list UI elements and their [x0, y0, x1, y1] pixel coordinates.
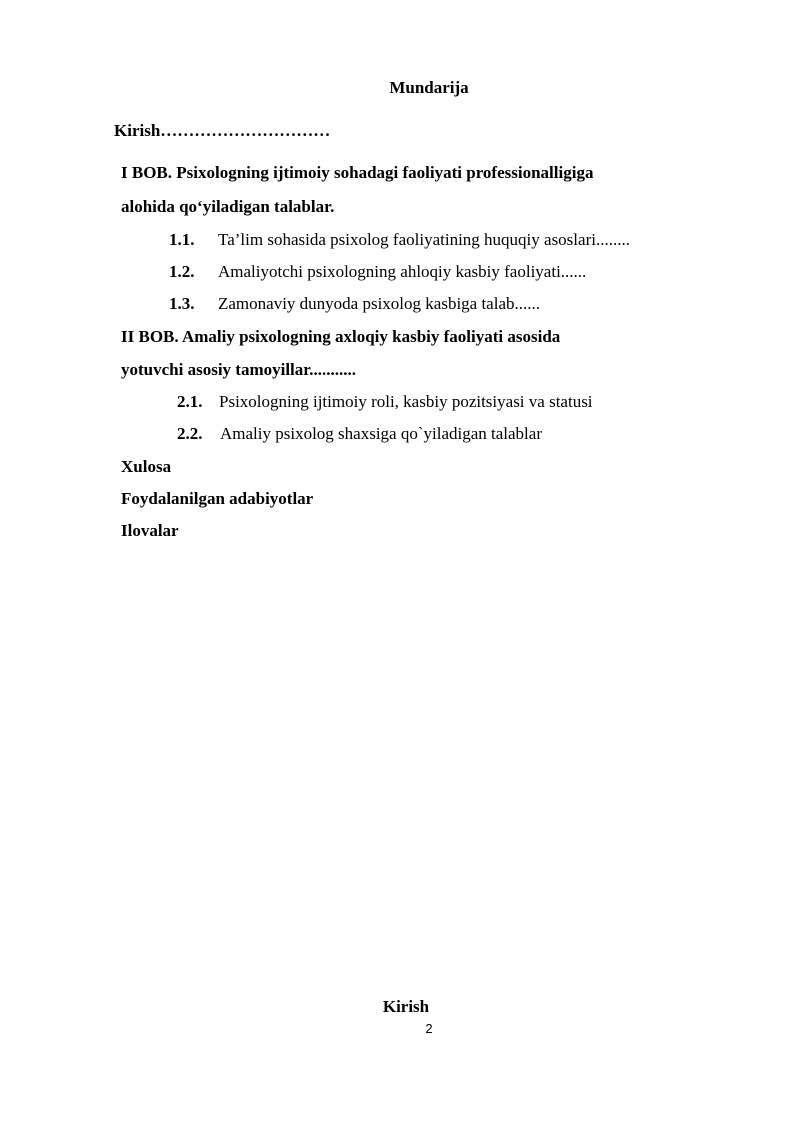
toc-references: Foydalanilgan adabiyotlar [121, 489, 314, 508]
page-number: 2 [425, 1021, 433, 1036]
toc-chapter1-line2: alohida qo‘yiladigan talablar. [121, 197, 335, 216]
section-number: 1.3. [169, 294, 195, 313]
section-number: 1.2. [169, 262, 195, 281]
section-text: Amaliy psixolog shaxsiga qo`yiladigan talablar [220, 424, 542, 443]
toc-chapter2-line2: yotuvchi asosiy tamoyillar........... [121, 360, 357, 379]
toc-title: Mundarija [389, 78, 469, 97]
toc-section-2-2 [177, 424, 542, 444]
toc-conclusion: Xulosa [121, 457, 172, 476]
toc-section-1-3 [169, 294, 540, 314]
toc-intro: Kirish………………………… [114, 121, 331, 140]
section-text: Amaliyotchi psixologning ahloqiy kasbiy faoliyati...... [218, 262, 587, 281]
section-text: Ta’lim sohasida psixolog faoliyatining huquqiy asoslari........ [218, 230, 630, 249]
next-section-heading: Kirish [382, 997, 430, 1016]
toc-chapter2-line1: II BOB. Amaliy psixologning axloqiy kasbiy faoliyati asosida [121, 327, 561, 346]
toc-section-1-2 [169, 262, 586, 282]
section-number: 2.2. [177, 424, 203, 443]
toc-chapter1-line1: I BOB. Psixologning ijtimoiy sohadagi faoliyati professionalligiga [121, 163, 594, 182]
toc-section-1-1 [169, 230, 630, 250]
section-text: Zamonaviy dunyoda psixolog kasbiga talab...... [218, 294, 540, 313]
toc-section-2-1 [177, 392, 593, 412]
section-number: 2.1. [177, 392, 203, 411]
section-number: 1.1. [169, 230, 195, 249]
section-text: Psixologning ijtimoiy roli, kasbiy pozitsiyasi va statusi [219, 392, 593, 411]
toc-appendices: Ilovalar [121, 521, 179, 540]
